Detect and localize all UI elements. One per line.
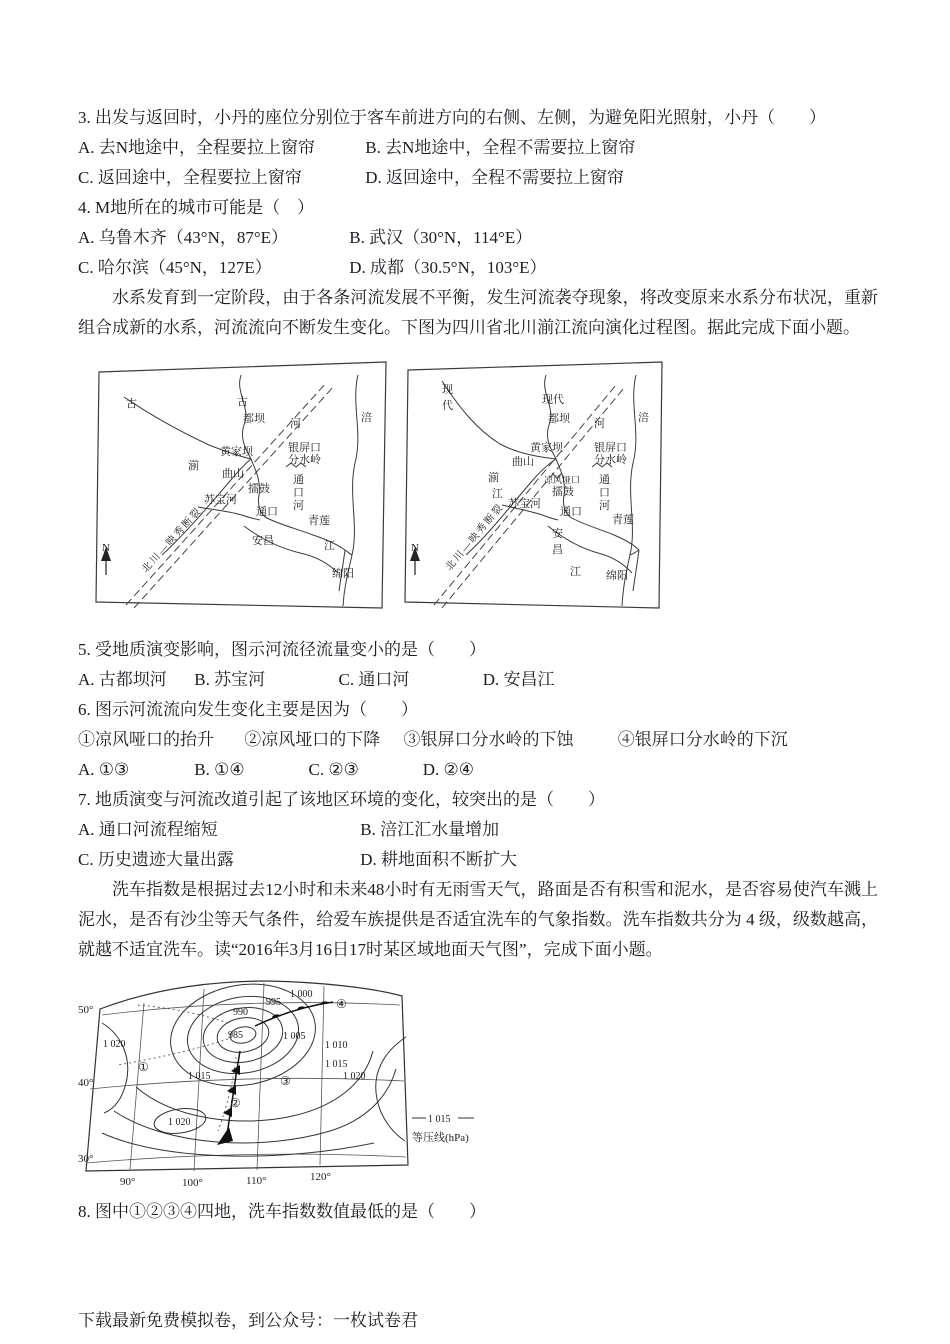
river-path [633, 550, 639, 591]
legend-label: 等压线(hPa) [412, 1132, 469, 1144]
passage-river-capture: 水系发育到一定阶段，由于各条河流发展不平衡，发生河流袭夺现象，将改变原来水系分布状况，重新组合成新的水系，河流流向不断发生变化。下图为四川省北川湔江流向演化过程图。据此完成下面小题。 [78, 288, 878, 337]
longitude-label: 120° [310, 1171, 331, 1183]
numbered-item-1: ①凉风哑口的抬升 [78, 730, 214, 749]
question-7-options-cd [78, 845, 878, 875]
option-a: A. 通口河流程缩短 [78, 820, 218, 839]
option-a: A. 乌鲁木齐（43°N，87°E） [78, 228, 289, 247]
question-7-options-ab [78, 815, 878, 845]
meridian-line [320, 986, 324, 1165]
weather-map-figure [78, 979, 878, 1191]
option-b: B. 去N地途中，全程不需要拉上窗帘 [365, 138, 636, 157]
map-label: 青莲 [612, 514, 634, 526]
map-label: 古 [237, 396, 248, 408]
page-content [78, 103, 878, 1227]
option-c: C. 历史遗迹大量出露 [78, 850, 234, 869]
map-label: 绵阳 [606, 570, 628, 582]
pressure-label: 995 [266, 997, 281, 1008]
option-a: A. 古都坝河 [78, 670, 167, 689]
pressure-label: 1 005 [283, 1031, 306, 1042]
longitude-label: 110° [246, 1175, 267, 1187]
map-label: 都坝 [548, 413, 570, 425]
map-label: 河 [293, 500, 304, 512]
passage-car-wash-index: 洗车指数是根据过去12小时和未来48小时有无雨雪天气，路面是否有积雪和泥水，是否容易使汽车溅上泥水，是否有沙尘等天气条件，给爱车族提供是否适宜洗车的气象指数。洗车指数共分为 4 级，级数越高，就越不适宜洗车。读“2016年3月16日17时某区域地面天气图”，完成下面小题。 [78, 880, 878, 959]
option-a: A. 去N地途中，全程要拉上窗帘 [78, 138, 316, 157]
map-label: 昌 [552, 544, 563, 556]
map-label: 通口 [256, 506, 278, 518]
option-a: A. ①③ [78, 760, 130, 779]
pressure-label: 990 [233, 1007, 248, 1018]
warm-front-semicircle [297, 1006, 306, 1010]
isobar [102, 1133, 374, 1156]
legend-value: 1 015 [428, 1114, 451, 1125]
question-6-options [78, 755, 878, 785]
site-1-marker: ① [138, 1060, 149, 1074]
cold-front-triangle [227, 1085, 236, 1095]
pressure-label: 1 010 [325, 1040, 348, 1051]
map-label: 江 [492, 488, 503, 500]
trough-line [118, 1039, 228, 1065]
question-4-options-ab [78, 223, 878, 253]
map-label: 代 [442, 400, 453, 412]
map-label: 通 [599, 474, 610, 486]
north-label: N [102, 542, 110, 554]
river-path [198, 507, 260, 520]
weather-map-svg [78, 979, 478, 1191]
longitude-label: 100° [182, 1177, 203, 1189]
map-label: 安 [552, 528, 563, 540]
map-label: 银屏口 [594, 442, 627, 454]
old-map-labels [102, 394, 372, 580]
fault-label: 北川—映秀断裂 [443, 501, 507, 573]
map-label: 涪 [638, 412, 649, 424]
question-5-options [78, 665, 878, 695]
legend [412, 1114, 474, 1144]
latitude-label: 40° [78, 1077, 94, 1089]
map-label: 现 [442, 384, 453, 396]
pressure-label: 985 [228, 1030, 243, 1041]
map-label: 黄家坝 [220, 446, 253, 458]
option-b: B. 苏宝河 [194, 670, 266, 689]
option-d: D. 成都（30.5°N，103°E） [349, 258, 547, 277]
map-label: 曲山 [222, 468, 244, 480]
question-3-options-cd [78, 163, 878, 193]
isobar [102, 1023, 128, 1113]
numbered-item-3: ③银屏口分水岭的下蚀 [403, 730, 574, 749]
isobar [376, 1037, 406, 1141]
pressure-label: 1 000 [290, 989, 313, 1000]
pressure-label: 1 020 [103, 1039, 126, 1050]
option-c: C. ②③ [308, 760, 359, 779]
river-path [556, 459, 639, 550]
map-label: 银屏口 [288, 442, 321, 454]
map-label: 河 [599, 500, 610, 512]
option-b: B. 武汉（30°N，114°E） [349, 228, 533, 247]
question-6-items [78, 725, 878, 755]
map-label: 江 [570, 566, 581, 578]
option-c: C. 返回途中，全程要拉上窗帘 [78, 168, 302, 187]
question-4-options-cd [78, 253, 878, 283]
map-label: 现代 [542, 394, 564, 406]
parallel-line [102, 1003, 400, 1015]
option-d: D. 耕地面积不断扩大 [360, 850, 518, 869]
fault-label: 北川—映秀断裂 [140, 505, 205, 576]
map-label: 河 [290, 418, 301, 430]
numbered-item-4: ④银屏口分水岭的下沉 [617, 730, 788, 749]
question-6-stem: 6. 图示河流流向发生变化主要是因为（ ） [78, 700, 418, 719]
map-label: 青莲 [308, 515, 330, 527]
modern-river-map-svg [404, 359, 666, 611]
footer-note: 下载最新免费模拟卷，到公众号：一枚试卷君 [78, 1311, 418, 1330]
map-label: 黄家坝 [530, 442, 563, 454]
old-river-map-svg [94, 359, 390, 611]
map-label: 擂鼓 [552, 486, 574, 498]
site-2-marker: ② [230, 1096, 241, 1110]
question-7-stem: 7. 地质演变与河流改道引起了该地区环境的变化，较突出的是（ ） [78, 790, 605, 809]
warm-front-semicircle [320, 1001, 329, 1005]
pressure-label: 1 015 [188, 1071, 211, 1082]
river-maps-figure [94, 359, 878, 611]
latitude-label: 50° [78, 1004, 94, 1016]
map-label: 湔 [188, 460, 199, 472]
river-path [345, 550, 352, 555]
river-paths [124, 375, 358, 606]
question-4-stem: 4. M地所在的城市可能是（ ） [78, 198, 315, 217]
modern-map-labels [411, 383, 649, 582]
map-label: 都坝 [243, 413, 265, 425]
map-label: 江 [324, 540, 335, 552]
option-b: B. 涪江汇水量增加 [360, 820, 500, 839]
map-label: 通口 [560, 506, 582, 518]
pressure-label: 1 020 [343, 1071, 366, 1082]
option-c: C. 通口河 [338, 670, 410, 689]
north-label: N [411, 542, 419, 554]
site-4-marker: ④ [336, 997, 347, 1011]
question-8-stem: 8. 图中①②③④四地，洗车指数数值最低的是（ ） [78, 1202, 486, 1221]
pressure-label: 1 015 [325, 1059, 348, 1070]
question-3-stem: 3. 出发与返回时，小丹的座位分别位于客车前进方向的右侧、左侧，为避免阳光照射，小丹（ ） [78, 108, 826, 127]
map-label: 安昌 [252, 535, 274, 547]
numbered-item-2: ②凉风垭口的下降 [244, 730, 381, 749]
question-5-stem: 5. 受地质演变影响，图示河流径流量变小的是（ ） [78, 640, 486, 659]
map-label: 曲山 [512, 456, 534, 468]
map-label: 河 [594, 418, 605, 430]
question-3-options-ab [78, 133, 878, 163]
map-label: 凉风垭口 [544, 475, 581, 485]
map-label: 分水岭 [288, 454, 321, 466]
option-d: D. 安昌江 [482, 670, 555, 689]
option-d: D. 返回途中，全程不需要拉上窗帘 [365, 168, 625, 187]
map-label: 口 [599, 487, 610, 499]
map-label: 口 [293, 487, 304, 499]
option-c: C. 哈尔滨（45°N，127E） [78, 258, 272, 277]
pressure-label: 1 020 [168, 1117, 191, 1128]
map-label: 湔 [488, 472, 499, 484]
latitude-label: 30° [78, 1153, 94, 1165]
map-label: 分水岭 [594, 454, 627, 466]
map-label: 苏宝河 [508, 498, 541, 510]
option-d: D. ②④ [422, 760, 475, 779]
map-label: 绵阳 [332, 568, 354, 580]
longitude-label: 90° [120, 1176, 136, 1188]
map-label: 苏宝河 [204, 494, 237, 506]
option-b: B. ①④ [194, 760, 245, 779]
meridian-line [257, 983, 264, 1170]
trough-lines [118, 1005, 236, 1131]
map-label: 擂鼓 [248, 483, 270, 495]
site-3-marker: ③ [280, 1074, 291, 1088]
map-label: 古 [126, 398, 137, 410]
parallel-line [86, 1154, 406, 1163]
map-label: 涪 [361, 412, 372, 424]
fault-line [434, 385, 616, 605]
map-label: 通 [293, 474, 304, 486]
